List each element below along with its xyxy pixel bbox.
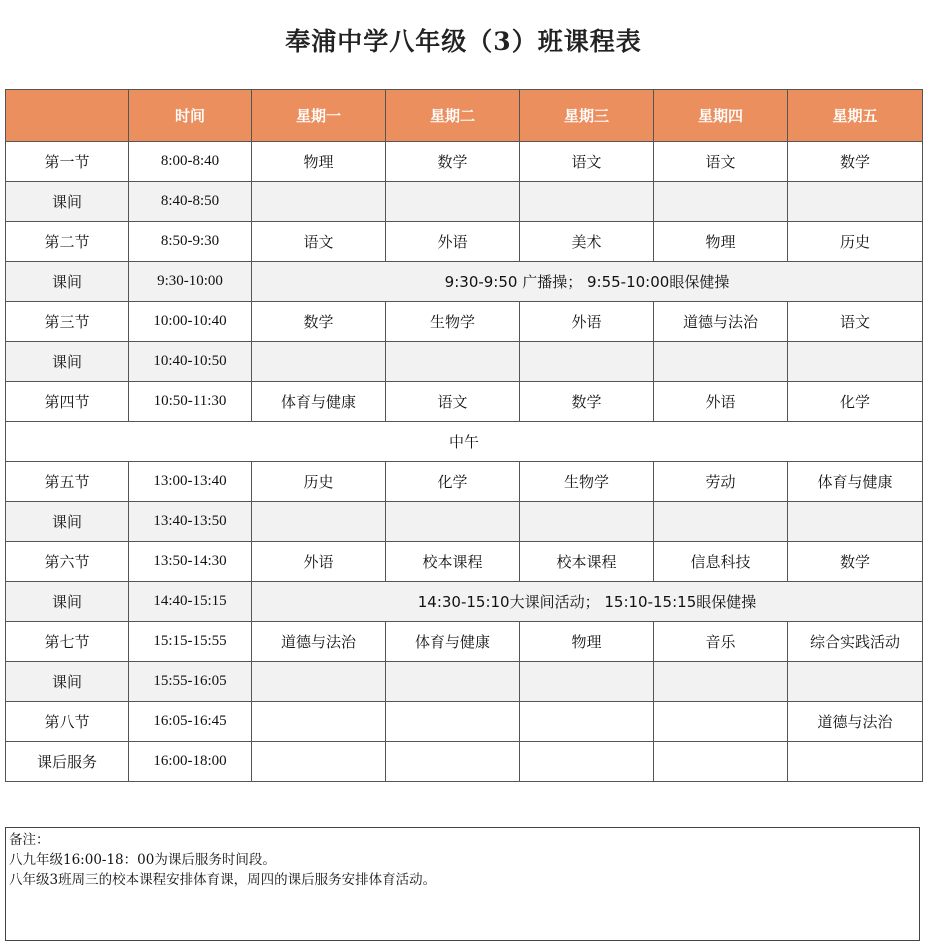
- note-line: 八年级3班周三的校本课程安排体育课，周四的课后服务安排体育活动。: [9, 872, 437, 888]
- course-cell: [788, 742, 923, 782]
- period-label: 课间: [6, 662, 129, 702]
- course-cell: 数学: [788, 142, 923, 182]
- period-label: 第八节: [6, 702, 129, 742]
- header-cell: 星期二: [386, 90, 520, 142]
- table-row: [6, 582, 923, 622]
- course-cell: 外语: [654, 382, 788, 422]
- course-cell: [520, 742, 654, 782]
- course-cell: 劳动: [654, 462, 788, 502]
- period-time: 13:50-14:30: [129, 542, 252, 582]
- period-label: 第六节: [6, 542, 129, 582]
- notes-box: [5, 827, 920, 941]
- period-time: 8:50-9:30: [129, 222, 252, 262]
- table-row: [6, 422, 923, 462]
- period-label: 课间: [6, 582, 129, 622]
- period-label: 课间: [6, 262, 129, 302]
- period-label: 第四节: [6, 382, 129, 422]
- course-cell: 语文: [788, 302, 923, 342]
- course-cell: [654, 702, 788, 742]
- course-cell: [788, 182, 923, 222]
- course-cell: 信息科技: [654, 542, 788, 582]
- schedule-table: [5, 89, 923, 782]
- course-cell: [520, 182, 654, 222]
- course-cell: [252, 182, 386, 222]
- period-time: 8:00-8:40: [129, 142, 252, 182]
- period-time: 13:00-13:40: [129, 462, 252, 502]
- course-cell: 美术: [520, 222, 654, 262]
- header-cell: 星期三: [520, 90, 654, 142]
- course-cell: [520, 702, 654, 742]
- course-cell: 语文: [386, 382, 520, 422]
- noon-break-cell: 中午: [6, 422, 923, 462]
- course-cell: [252, 342, 386, 382]
- course-cell: 道德与法治: [252, 622, 386, 662]
- course-cell: [252, 742, 386, 782]
- course-cell: [252, 702, 386, 742]
- period-label: 课间: [6, 342, 129, 382]
- period-label: 课间: [6, 182, 129, 222]
- course-cell: [654, 342, 788, 382]
- course-cell: [386, 182, 520, 222]
- table-row: [6, 302, 923, 342]
- page-title: 奉浦中学八年级（3）班课程表: [285, 27, 642, 56]
- course-cell: 数学: [520, 382, 654, 422]
- course-cell: [654, 742, 788, 782]
- course-cell: [654, 662, 788, 702]
- course-cell: 物理: [654, 222, 788, 262]
- table-row: [6, 182, 923, 222]
- course-cell: 数学: [788, 542, 923, 582]
- header-cell: 星期一: [252, 90, 386, 142]
- course-cell: 体育与健康: [788, 462, 923, 502]
- table-row: [6, 502, 923, 542]
- period-time: 10:00-10:40: [129, 302, 252, 342]
- course-cell: 道德与法治: [654, 302, 788, 342]
- course-cell: 化学: [788, 382, 923, 422]
- course-cell: 数学: [252, 302, 386, 342]
- course-cell: 音乐: [654, 622, 788, 662]
- course-cell: 语文: [520, 142, 654, 182]
- header-cell: 时间: [129, 90, 252, 142]
- course-cell: 外语: [520, 302, 654, 342]
- course-cell: 数学: [386, 142, 520, 182]
- course-cell: 体育与健康: [252, 382, 386, 422]
- table-row: [6, 462, 923, 502]
- table-row: [6, 542, 923, 582]
- table-row: [6, 342, 923, 382]
- header-cell: 星期四: [654, 90, 788, 142]
- course-cell: [520, 662, 654, 702]
- course-cell: 历史: [252, 462, 386, 502]
- course-cell: [654, 182, 788, 222]
- course-cell: 校本课程: [386, 542, 520, 582]
- period-time: 9:30-10:00: [129, 262, 252, 302]
- period-time: 15:15-15:55: [129, 622, 252, 662]
- course-cell: 物理: [252, 142, 386, 182]
- table-row: [6, 662, 923, 702]
- period-time: 10:50-11:30: [129, 382, 252, 422]
- course-cell: [386, 702, 520, 742]
- table-row: [6, 222, 923, 262]
- table-row: [6, 262, 923, 302]
- course-cell: 生物学: [520, 462, 654, 502]
- course-cell: 综合实践活动: [788, 622, 923, 662]
- period-label: 第五节: [6, 462, 129, 502]
- course-cell: [252, 662, 386, 702]
- period-label: 第七节: [6, 622, 129, 662]
- period-time: 16:05-16:45: [129, 702, 252, 742]
- course-cell: 化学: [386, 462, 520, 502]
- period-time: 13:40-13:50: [129, 502, 252, 542]
- table-row: [6, 702, 923, 742]
- period-time: 10:40-10:50: [129, 342, 252, 382]
- table-row: [6, 742, 923, 782]
- course-cell: 校本课程: [520, 542, 654, 582]
- course-cell: [788, 342, 923, 382]
- course-cell: 外语: [386, 222, 520, 262]
- note-line: 八九年级16:00-18：00为课后服务时间段。: [9, 852, 276, 868]
- course-cell: [788, 662, 923, 702]
- course-cell: [520, 342, 654, 382]
- course-cell: 生物学: [386, 302, 520, 342]
- period-time: 15:55-16:05: [129, 662, 252, 702]
- course-cell: 历史: [788, 222, 923, 262]
- course-cell: 体育与健康: [386, 622, 520, 662]
- break-activity-cell: 9:30-9:50 广播操； 9:55-10:00眼保健操: [252, 262, 923, 302]
- course-cell: [788, 502, 923, 542]
- course-cell: [386, 342, 520, 382]
- course-cell: 语文: [654, 142, 788, 182]
- course-cell: [654, 502, 788, 542]
- break-activity-cell: 14:30-15:10大课间活动； 15:10-15:15眼保健操: [252, 582, 923, 622]
- course-cell: [386, 502, 520, 542]
- period-time: 16:00-18:00: [129, 742, 252, 782]
- period-label: 第三节: [6, 302, 129, 342]
- header-row: [6, 90, 923, 142]
- course-cell: 语文: [252, 222, 386, 262]
- period-label: 课间: [6, 502, 129, 542]
- header-corner: [6, 90, 129, 142]
- period-label: 第一节: [6, 142, 129, 182]
- course-cell: 道德与法治: [788, 702, 923, 742]
- table-row: [6, 142, 923, 182]
- course-cell: 物理: [520, 622, 654, 662]
- period-label: 第二节: [6, 222, 129, 262]
- course-cell: [386, 662, 520, 702]
- course-cell: 外语: [252, 542, 386, 582]
- header-cell: 星期五: [788, 90, 923, 142]
- period-time: 14:40-15:15: [129, 582, 252, 622]
- table-row: [6, 622, 923, 662]
- period-time: 8:40-8:50: [129, 182, 252, 222]
- course-cell: [252, 502, 386, 542]
- table-row: [6, 382, 923, 422]
- course-cell: [386, 742, 520, 782]
- notes-heading: 备注：: [9, 832, 50, 848]
- course-cell: [520, 502, 654, 542]
- period-label: 课后服务: [6, 742, 129, 782]
